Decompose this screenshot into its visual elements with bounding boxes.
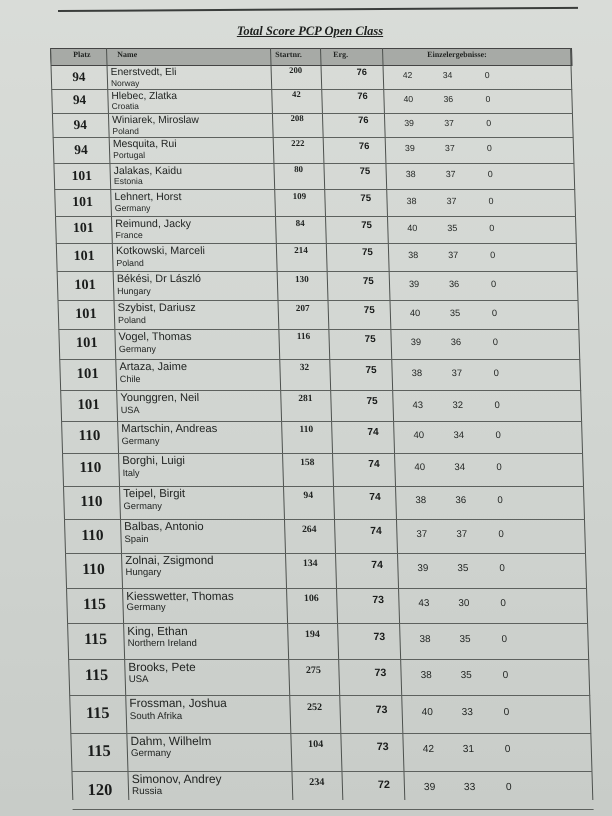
participant-name: Balbas, Antonio bbox=[124, 521, 204, 534]
score-2-cell: 35 bbox=[460, 669, 472, 681]
total-score-cell: 75 bbox=[366, 395, 378, 407]
rank-cell: 94 bbox=[74, 141, 88, 157]
total-score-cell: 75 bbox=[365, 364, 377, 376]
total-score-cell: 74 bbox=[369, 492, 381, 504]
table-row bbox=[58, 329, 579, 359]
table-row bbox=[64, 519, 585, 553]
start-number-cell: 134 bbox=[302, 558, 318, 570]
name-cell bbox=[114, 191, 182, 213]
participant-country: Hungary bbox=[117, 285, 151, 296]
table-row bbox=[68, 659, 589, 696]
table-row bbox=[53, 163, 574, 189]
start-number-cell: 234 bbox=[308, 777, 325, 789]
score-1-cell: 38 bbox=[419, 633, 431, 645]
total-score-cell: 75 bbox=[364, 334, 376, 346]
table-row bbox=[51, 89, 572, 113]
participant-name: Lehnert, Horst bbox=[114, 191, 182, 204]
start-number-cell: 264 bbox=[301, 523, 317, 535]
score-3-cell: 0 bbox=[491, 307, 498, 318]
total-score-cell: 74 bbox=[370, 525, 382, 537]
participant-name: Szybist, Dariusz bbox=[117, 301, 196, 314]
score-3-cell: 0 bbox=[498, 528, 505, 540]
participant-name: Enerstvedt, Eli bbox=[110, 67, 177, 78]
participant-name: Vogel, Thomas bbox=[118, 331, 192, 344]
score-3-cell: 0 bbox=[492, 337, 499, 348]
participant-country: South Afrika bbox=[129, 711, 183, 723]
table-row bbox=[67, 623, 588, 659]
rank-cell: 101 bbox=[72, 220, 94, 236]
score-1-cell: 39 bbox=[404, 118, 415, 129]
header-einzelergebnisse: Einzelergebnisse: bbox=[427, 50, 487, 59]
total-score-cell: 73 bbox=[373, 630, 386, 643]
total-score-cell: 75 bbox=[361, 247, 374, 259]
start-number-cell: 207 bbox=[295, 302, 310, 313]
score-2-cell: 37 bbox=[444, 143, 455, 154]
start-number-cell: 110 bbox=[299, 425, 314, 436]
score-1-cell: 40 bbox=[421, 706, 434, 718]
total-score-cell: 74 bbox=[371, 560, 384, 572]
start-number-cell: 80 bbox=[294, 164, 304, 175]
participant-name: Artaza, Jaime bbox=[119, 361, 188, 374]
score-2-cell: 35 bbox=[447, 222, 458, 233]
score-2-cell: 31 bbox=[462, 743, 475, 755]
table-header bbox=[50, 48, 573, 66]
rank-cell: 115 bbox=[82, 595, 107, 613]
page-title: Total Score PCP Open Class bbox=[236, 24, 384, 38]
start-number-cell: 116 bbox=[296, 332, 311, 343]
top-rule bbox=[58, 7, 578, 12]
score-2-cell: 36 bbox=[455, 495, 467, 507]
score-1-cell: 37 bbox=[416, 528, 428, 540]
participant-country: Norway bbox=[110, 77, 140, 88]
score-2-cell: 36 bbox=[443, 93, 454, 104]
start-number-cell: 109 bbox=[292, 190, 307, 201]
header-startnr: Startnr. bbox=[275, 50, 302, 59]
score-3-cell: 0 bbox=[486, 118, 492, 129]
rank-cell: 101 bbox=[76, 365, 99, 382]
rank-cell: 110 bbox=[81, 526, 104, 544]
start-number-cell: 106 bbox=[303, 592, 319, 604]
rank-cell: 101 bbox=[77, 396, 100, 413]
score-1-cell: 43 bbox=[418, 597, 430, 609]
participant-country: Estonia bbox=[113, 175, 143, 186]
name-cell bbox=[118, 302, 197, 325]
score-2-cell: 35 bbox=[457, 563, 469, 575]
score-1-cell: 39 bbox=[404, 143, 415, 154]
score-2-cell: 37 bbox=[451, 367, 463, 378]
score-1-cell: 38 bbox=[411, 367, 423, 378]
score-3-cell: 0 bbox=[493, 367, 500, 378]
score-1-cell: 42 bbox=[422, 743, 435, 755]
participant-country: Poland bbox=[116, 257, 144, 268]
name-cell bbox=[111, 91, 177, 112]
participant-country: Germany bbox=[123, 501, 163, 512]
score-3-cell: 0 bbox=[494, 398, 500, 410]
participant-name: Dahm, Wilhelm bbox=[130, 733, 212, 748]
name-cell bbox=[113, 165, 182, 187]
results-table bbox=[50, 48, 594, 800]
start-number-cell: 32 bbox=[299, 362, 310, 373]
name-cell bbox=[128, 661, 196, 686]
rank-cell: 101 bbox=[73, 248, 95, 265]
start-number-cell: 208 bbox=[290, 113, 304, 124]
score-3-cell: 0 bbox=[485, 93, 491, 104]
score-3-cell: 0 bbox=[488, 195, 494, 206]
score-2-cell: 33 bbox=[461, 706, 474, 718]
start-number-cell: 94 bbox=[303, 490, 314, 502]
table-row bbox=[65, 553, 586, 588]
score-1-cell: 40 bbox=[413, 430, 425, 442]
score-2-cell: 35 bbox=[459, 633, 471, 645]
score-1-cell: 38 bbox=[406, 195, 417, 206]
score-3-cell: 0 bbox=[503, 706, 510, 718]
name-cell bbox=[118, 331, 192, 354]
participant-country: Croatia bbox=[111, 101, 139, 112]
participant-country: Spain bbox=[124, 533, 149, 545]
score-1-cell: 38 bbox=[405, 169, 416, 180]
table-row bbox=[63, 486, 584, 519]
participant-name: Younggren, Neil bbox=[120, 392, 200, 405]
participant-country: Chile bbox=[119, 374, 141, 385]
participant-country: USA bbox=[120, 404, 140, 415]
rank-cell: 94 bbox=[72, 92, 87, 108]
score-2-cell: 37 bbox=[456, 528, 468, 540]
participant-country: Hungary bbox=[125, 567, 162, 579]
name-cell bbox=[127, 625, 197, 649]
table-row bbox=[57, 300, 578, 329]
score-1-cell: 40 bbox=[409, 307, 421, 318]
participant-name: Borghi, Luigi bbox=[122, 455, 186, 468]
start-number-cell: 214 bbox=[294, 245, 308, 256]
rank-cell: 115 bbox=[85, 704, 110, 722]
name-cell bbox=[122, 455, 185, 479]
score-1-cell: 43 bbox=[412, 398, 424, 410]
table-row bbox=[53, 137, 574, 162]
score-1-cell: 40 bbox=[414, 462, 426, 474]
name-cell bbox=[120, 392, 199, 415]
participant-name: Winiarek, Miroslaw bbox=[111, 114, 200, 126]
table-row bbox=[59, 359, 580, 390]
total-score-cell: 76 bbox=[357, 90, 368, 101]
rank-cell: 101 bbox=[71, 167, 93, 183]
rank-cell: 94 bbox=[72, 68, 86, 84]
total-score-cell: 74 bbox=[368, 459, 380, 471]
name-cell bbox=[126, 590, 234, 614]
name-cell bbox=[124, 521, 204, 545]
score-2-cell: 34 bbox=[453, 430, 465, 442]
table-row bbox=[62, 453, 583, 486]
participant-country: Portugal bbox=[113, 150, 146, 161]
rank-cell: 115 bbox=[86, 741, 111, 761]
score-3-cell: 0 bbox=[496, 462, 502, 474]
participant-name: Kiesswetter, Thomas bbox=[126, 589, 234, 603]
score-3-cell: 0 bbox=[484, 70, 490, 81]
total-score-cell: 73 bbox=[372, 594, 385, 606]
score-3-cell: 0 bbox=[500, 597, 507, 609]
name-cell bbox=[119, 361, 187, 384]
table-row bbox=[66, 588, 587, 623]
participant-country: Germany bbox=[130, 748, 172, 760]
name-cell bbox=[123, 488, 186, 512]
rank-cell: 101 bbox=[74, 276, 96, 293]
header-name: Name bbox=[117, 50, 138, 59]
participant-country: France bbox=[115, 230, 143, 241]
name-cell bbox=[115, 218, 191, 240]
name-cell bbox=[121, 423, 218, 446]
score-1-cell: 42 bbox=[402, 70, 413, 81]
score-3-cell: 0 bbox=[489, 222, 495, 233]
rank-cell: 110 bbox=[81, 560, 105, 578]
rank-cell: 110 bbox=[80, 493, 103, 511]
name-cell bbox=[111, 67, 177, 88]
participant-name: Reimund, Jacky bbox=[115, 217, 192, 230]
start-number-cell: 194 bbox=[304, 628, 320, 640]
score-1-cell: 39 bbox=[410, 337, 422, 348]
total-score-cell: 72 bbox=[377, 779, 391, 792]
participant-country: Italy bbox=[122, 468, 140, 479]
table-row bbox=[56, 243, 577, 271]
score-2-cell: 32 bbox=[452, 398, 464, 410]
participant-name: Jalakas, Kaidu bbox=[113, 164, 183, 177]
table-row bbox=[55, 216, 576, 243]
table-row bbox=[54, 189, 575, 216]
score-2-cell: 34 bbox=[442, 70, 453, 81]
score-2-cell: 30 bbox=[458, 597, 470, 609]
start-number-cell: 275 bbox=[305, 664, 322, 676]
name-cell bbox=[113, 139, 177, 161]
total-score-cell: 75 bbox=[362, 275, 374, 287]
score-3-cell: 0 bbox=[502, 669, 509, 681]
score-3-cell: 0 bbox=[501, 633, 508, 645]
start-number-cell: 281 bbox=[298, 393, 313, 404]
score-2-cell: 36 bbox=[448, 278, 460, 289]
score-3-cell: 0 bbox=[486, 143, 493, 154]
participant-country: Poland bbox=[117, 314, 147, 325]
start-number-cell: 252 bbox=[306, 701, 323, 713]
score-1-cell: 38 bbox=[415, 495, 427, 507]
participant-name: Mesquita, Rui bbox=[112, 139, 177, 151]
rank-cell: 110 bbox=[79, 460, 102, 477]
participant-country: Northern Ireland bbox=[127, 638, 198, 650]
total-score-cell: 76 bbox=[356, 67, 368, 78]
table-row bbox=[51, 65, 572, 89]
score-1-cell: 39 bbox=[423, 782, 436, 794]
score-2-cell: 37 bbox=[444, 118, 455, 129]
score-2-cell: 36 bbox=[450, 337, 462, 348]
score-2-cell: 37 bbox=[445, 169, 456, 180]
start-number-cell: 104 bbox=[307, 738, 324, 750]
name-cell bbox=[132, 773, 223, 798]
table-row bbox=[69, 695, 590, 732]
rank-cell: 101 bbox=[75, 335, 98, 352]
table-row bbox=[60, 390, 581, 421]
start-number-cell: 200 bbox=[289, 65, 303, 76]
name-cell bbox=[129, 697, 227, 722]
start-number-cell: 84 bbox=[295, 217, 305, 228]
participant-name: Brooks, Pete bbox=[128, 660, 196, 674]
header-platz: Platz bbox=[73, 50, 91, 59]
total-score-cell: 75 bbox=[361, 219, 373, 231]
score-1-cell: 39 bbox=[408, 278, 420, 289]
total-score-cell: 76 bbox=[357, 115, 369, 126]
table-row bbox=[52, 113, 573, 138]
rank-cell: 115 bbox=[84, 667, 109, 685]
participant-name: Martschin, Andreas bbox=[121, 423, 218, 436]
total-score-cell: 73 bbox=[374, 666, 387, 679]
score-2-cell: 37 bbox=[446, 195, 457, 206]
table-row bbox=[70, 733, 591, 771]
rank-cell: 94 bbox=[73, 116, 88, 132]
score-1-cell: 38 bbox=[420, 669, 432, 681]
rank-cell: 110 bbox=[78, 428, 101, 445]
header-erg: Erg. bbox=[333, 50, 349, 59]
participant-name: Békési, Dr László bbox=[116, 273, 202, 286]
participant-name: Simonov, Andrey bbox=[131, 771, 222, 786]
total-score-cell: 76 bbox=[358, 140, 370, 152]
participant-country: USA bbox=[128, 674, 149, 686]
name-cell bbox=[112, 115, 199, 137]
rank-cell: 115 bbox=[83, 631, 108, 649]
participant-country: Germany bbox=[118, 343, 157, 354]
table-row bbox=[61, 421, 582, 453]
score-2-cell: 37 bbox=[448, 250, 459, 261]
score-2-cell: 35 bbox=[449, 307, 461, 318]
score-2-cell: 34 bbox=[454, 462, 466, 474]
participant-country: Germany bbox=[114, 203, 151, 214]
score-3-cell: 0 bbox=[505, 782, 512, 794]
total-score-cell: 75 bbox=[359, 166, 371, 178]
score-3-cell: 0 bbox=[490, 250, 496, 261]
rank-cell: 120 bbox=[87, 779, 113, 799]
start-number-cell: 222 bbox=[291, 138, 305, 149]
table-row bbox=[71, 771, 592, 810]
score-3-cell: 0 bbox=[504, 743, 511, 755]
total-score-cell: 75 bbox=[360, 192, 372, 204]
score-1-cell: 38 bbox=[408, 250, 419, 261]
participant-country: Germany bbox=[126, 602, 166, 614]
participant-name: Frossman, Joshua bbox=[129, 696, 227, 711]
score-1-cell: 40 bbox=[403, 93, 414, 104]
total-score-cell: 75 bbox=[363, 304, 375, 316]
score-3-cell: 0 bbox=[495, 430, 501, 442]
score-3-cell: 0 bbox=[487, 169, 493, 180]
name-cell bbox=[130, 735, 211, 760]
score-1-cell: 39 bbox=[417, 563, 429, 575]
participant-country: Russia bbox=[131, 786, 163, 798]
participant-name: Teipel, Birgit bbox=[123, 487, 186, 500]
rank-cell: 101 bbox=[74, 305, 97, 322]
score-3-cell: 0 bbox=[490, 278, 497, 289]
total-score-cell: 73 bbox=[376, 740, 389, 753]
table-row bbox=[57, 271, 578, 300]
start-number-cell: 42 bbox=[291, 88, 301, 99]
start-number-cell: 130 bbox=[294, 273, 309, 284]
score-1-cell: 40 bbox=[407, 222, 418, 233]
participant-name: Kotkowski, Marceli bbox=[115, 245, 206, 258]
score-3-cell: 0 bbox=[497, 495, 503, 507]
participant-name: Hlebec, Zlatka bbox=[111, 90, 178, 102]
rank-cell: 101 bbox=[72, 193, 94, 209]
row-divider bbox=[73, 809, 594, 810]
participant-name: Zolnai, Zsigmond bbox=[125, 555, 214, 568]
participant-country: Germany bbox=[121, 436, 160, 447]
name-cell bbox=[125, 555, 214, 579]
participant-name: King, Ethan bbox=[127, 625, 188, 639]
name-cell bbox=[117, 273, 202, 296]
score-2-cell: 33 bbox=[463, 782, 476, 794]
name-cell bbox=[116, 245, 206, 267]
total-score-cell: 74 bbox=[367, 427, 379, 439]
total-score-cell: 73 bbox=[375, 703, 388, 716]
score-3-cell: 0 bbox=[499, 563, 506, 575]
start-number-cell: 158 bbox=[299, 457, 315, 469]
participant-country: Poland bbox=[112, 125, 140, 136]
